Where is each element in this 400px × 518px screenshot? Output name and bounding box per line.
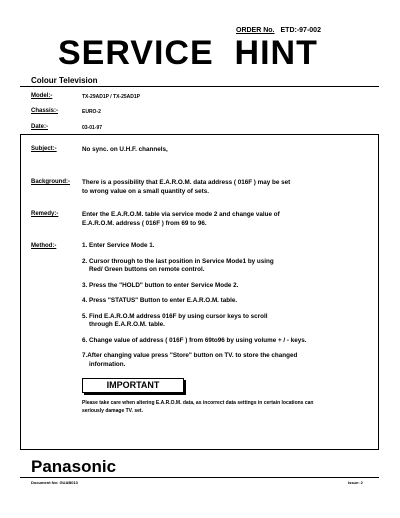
method-step	[82, 242, 342, 251]
method-step-continuation: Red/ Green buttons on remote control.	[89, 266, 205, 273]
method-step-text: 1. Enter Service Mode 1.	[82, 242, 155, 249]
method-label: Method:-	[31, 243, 57, 249]
date-label: Date:-	[31, 124, 49, 130]
brand-logo: Panasonic	[31, 457, 117, 476]
page-title: SERVICE HINT	[58, 34, 318, 72]
method-step-text: 2. Cursor through to the last position in Service Mode1 by using	[82, 257, 274, 265]
page-subtitle: Colour Television	[31, 76, 98, 85]
footer-divider	[20, 477, 379, 478]
chassis-value: EURO-2	[82, 109, 101, 115]
method-step-text: 5. Find E.A.R.O.M address 016F by using cursor keys to scroll	[82, 312, 268, 320]
header-divider	[20, 86, 379, 87]
background-line: There is a possibility that E.A.R.O.M. data address ( 016F ) may be set	[82, 179, 291, 186]
method-step	[82, 337, 342, 346]
background-text	[82, 178, 290, 196]
method-step-text: 7.After changing value press "Store" button on TV. to store the changed	[82, 352, 298, 359]
method-step-text: 3. Press the "HOLD" button to enter Service Mode 2.	[82, 281, 239, 289]
subject-label: Subject:-	[31, 146, 57, 152]
important-note: Please take care when altering E.A.R.O.M. data, as incorrect data settings in certain locations can seriously damage TV. set.	[82, 400, 314, 414]
method-step-text: 6. Change value of address ( 016F ) from 69to96 by using volume + / - keys.	[82, 336, 307, 344]
date-value: 03-01-97	[82, 125, 103, 131]
remedy-text	[82, 210, 280, 228]
method-step	[82, 313, 342, 330]
method-step	[82, 258, 342, 275]
remedy-line: E.A.R.O.M. address ( 016F ) from 69 to 96.	[82, 220, 207, 227]
important-banner: IMPORTANT	[82, 378, 184, 393]
method-step	[82, 282, 342, 291]
method-steps	[82, 242, 342, 376]
background-line: to wrong value on a small quantity of sets.	[82, 188, 210, 195]
method-step	[82, 297, 342, 306]
background-label: Background:-	[31, 179, 70, 185]
document-number: Document No: GUAB013	[31, 480, 78, 485]
method-step	[82, 352, 342, 369]
order-number	[236, 27, 321, 34]
method-step-continuation: through E.A.R.O.M. table.	[89, 321, 165, 328]
chassis-label: Chassis:-	[31, 108, 59, 114]
model-value: TX-29AD1P / TX-25AD1P	[82, 94, 140, 100]
remedy-label: Remedy:-	[31, 211, 59, 217]
remedy-line: Enter the E.A.R.O.M. table via service mode 2 and change value of	[82, 211, 280, 218]
method-step-continuation: information.	[89, 360, 126, 368]
order-label: ORDER No.	[236, 27, 275, 34]
issue-number: Issue: 2	[348, 480, 363, 485]
subject-text: No sync. on U.H.F. channels,	[82, 146, 168, 153]
method-step-text: 4. Press "STATUS" Button to enter E.A.R.O.M. table.	[82, 297, 238, 304]
model-label: Model:-	[31, 93, 53, 99]
order-value: ETD:-97-002	[280, 27, 321, 34]
